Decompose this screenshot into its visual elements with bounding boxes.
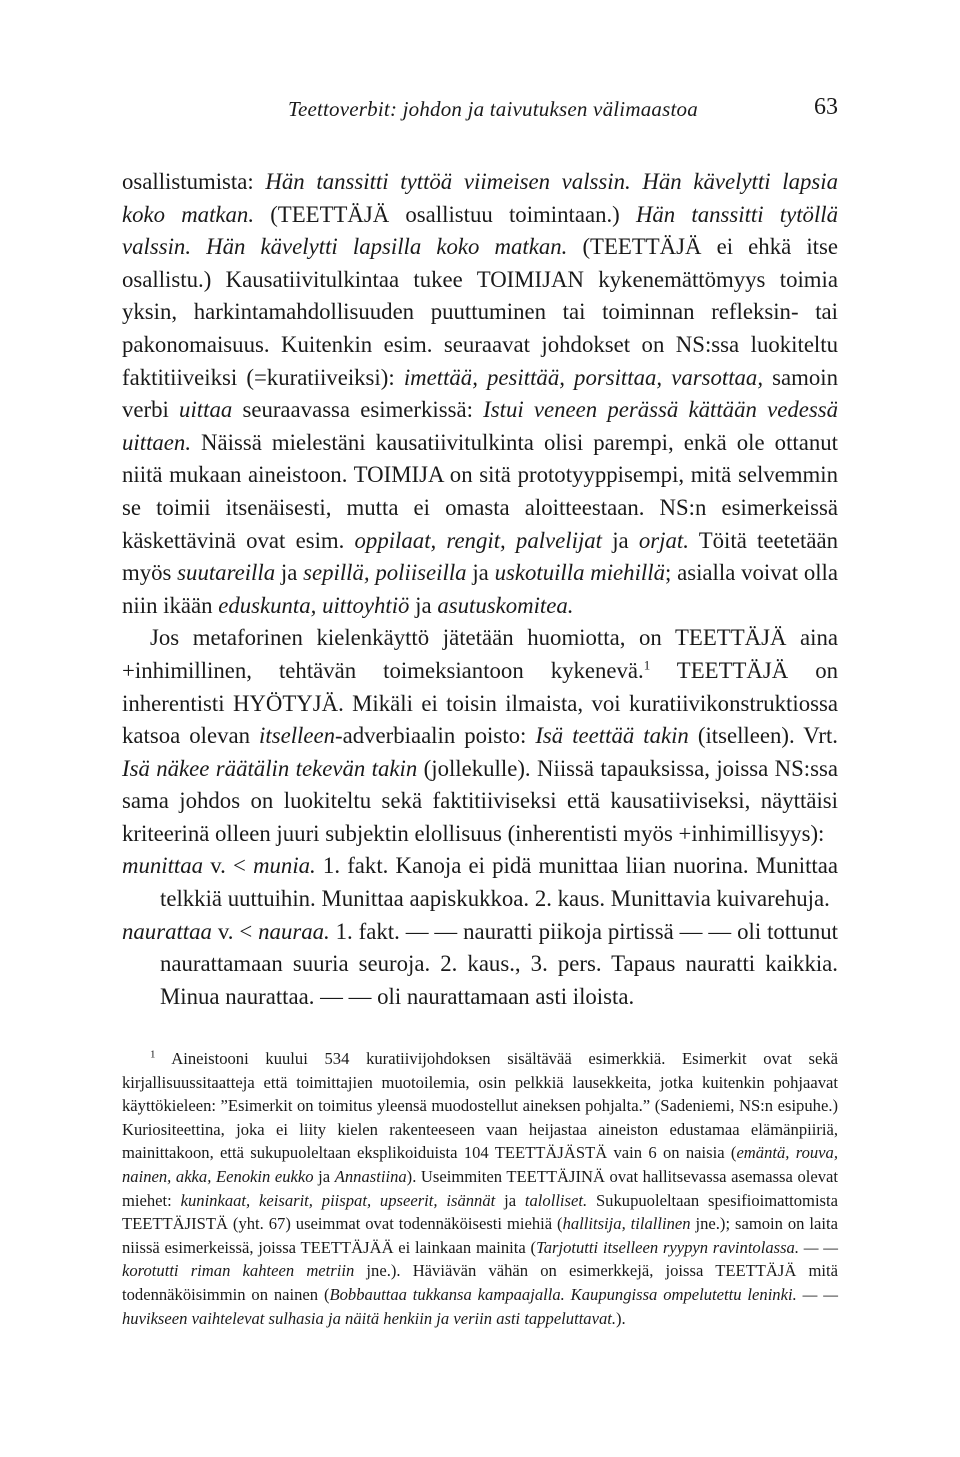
text-run: ). (616, 1308, 626, 1328)
text-run: Aineistooni kuului 534 kuratiivijohdoksen sisältävää esimerkkiä. Esimerkit ovat sekä kirjallisuussitaatteja että toimittajien muotoilemia, osin pelkkiä lausekkeita, jotka kuitenkin pohjaavat käyttökieleen: ”Esimerkit on toimitus yleensä muodostellut aineksen pohjalta.” (Sadeniemi, NS:n esipuhe.) Kuriositeettina, joka ei liity kielen rakenteeseen vaan heijastaa aineiston edustamaa elämänpiiriä, mainittakoon, että sukupuoleltaan eksplikoiduista 104 TEETTÄJÄSTÄ vain 6 on naisia ( (122, 1049, 838, 1163)
paragraph-1 (122, 166, 838, 622)
text-run: samoin verbi (122, 364, 839, 423)
entry-headword: munittaa (122, 853, 204, 879)
example-italic: Isä näkee räätälin tekevän takin (122, 755, 418, 781)
example-italic: sepillä, poliiseilla (303, 560, 467, 586)
example-italic: suutareilla (177, 560, 276, 586)
example-italic: itselleen (259, 723, 335, 749)
example-italic: Isä teettää takin (535, 723, 689, 749)
text-run: osallistumista: (122, 169, 266, 194)
text-run: ja (409, 592, 438, 618)
body-text (122, 166, 838, 1013)
text-run: ja (275, 560, 304, 586)
page-number: 63 (814, 94, 838, 120)
text-run: (TEETTÄJÄ osallistuu toimintaan.) (254, 201, 636, 227)
example-italic: Annastiina (334, 1166, 407, 1186)
text-run: TEETTÄJÄ on inherentisti HYÖTYJÄ. Mikäli ei toisin ilmaista, voi kuratiivikonstruktiossa katsoa olevan (122, 657, 838, 749)
footnote-mark: 1 (150, 1048, 156, 1061)
example-italic: Bobbauttaa tukkansa kampaajalla. Kaupungissa ompelutettu leninki. — — huvikseen vaihtelevat sulhasia ja näitä henkiin ja veriin asti tappeluttavat. (122, 1284, 838, 1328)
text-run: (itselleen). Vrt. (688, 723, 839, 749)
text-run: jne.); samoin on laita niissä esimerkeissä, joissa TEETTÄJÄÄ ei lainkaan mainita ( (122, 1214, 838, 1257)
text-run: Näissä mielestäni kausatiivitulkinta olisi parempi, enkä ole ottanut niitä mukaan aineistoon. TOIMIJA on sitä prototyyppisempi, mitä selvemmin se toimii itsenäisesti, mutta ei omasta aloitteestaan. NS:n esimerkeissä käskettävinä ovat esim. (122, 429, 838, 553)
example-italic: eduskunta, uittoyhtiö (218, 592, 410, 618)
text-run: ). Useimmiten TEETTÄJINÄ ovat hallitsevassa asemassa olevat miehet: (122, 1166, 838, 1210)
dictionary-entry-munittaa (122, 850, 838, 915)
text-run: Töitä teetetään myös (122, 527, 838, 586)
example-italic: imettää, pesittää, porsittaa, varsottaa, (403, 364, 764, 390)
example-italic: uskotuilla miehillä (494, 560, 665, 586)
dictionary-entry-naurattaa (122, 916, 838, 1014)
text-run: seuraavassa esimerkissä: (232, 397, 484, 423)
entry-headword: naurattaa (122, 918, 212, 944)
text-run: ja (466, 560, 495, 586)
example-italic: Hän tanssitti tytöllä valssin. Hän kävelytti lapsilla koko matkan. (122, 201, 839, 260)
footnote-ref[interactable]: 1 (643, 657, 651, 673)
text-run: (jollekulle). Niissä tapauksissa, joissa NS:ssa sama johdos on luokiteltu sekä faktitiiviseksi että kausatiiviseksi, näyttäisi kriteerinä olleen juuri subjektin elollisuus (inherentisti myös +inhimillisyys): (122, 755, 838, 846)
text-run: -adverbiaalin poisto: (335, 723, 536, 749)
running-head: Teettoverbit: johdon ja taivutuksen välimaastoa (288, 97, 698, 121)
entry-source: munia. (253, 853, 316, 879)
entry-source: nauraa. (258, 918, 330, 944)
text-run: Sukupuoleltaan spesifioimattomista TEETTÄJISTÄ (yht. 67) useimmat ovat todennäköisesti miehiä ( (122, 1190, 838, 1234)
text-run: ; asialla voivat olla niin ikään (122, 560, 839, 618)
text-run: ja (495, 1190, 525, 1210)
text-run: ja (313, 1166, 335, 1186)
paragraph-2 (122, 622, 838, 850)
text-run: v. < (203, 853, 254, 879)
example-italic: Istui veneen perässä kättään vedessä uittaen. (122, 397, 838, 455)
text-run: jne.). Häviävän vähän on esimerkkejä, joissa TEETTÄJÄ mitä todennäköisimmin on nainen ( (122, 1261, 838, 1304)
text-run: 1. fakt. — — nauratti piikoja pirtissä — — oli tottunut naurattamaan suuria seuroja. 2. kaus., 3. pers. Tapaus nauratti kaikkia. Minua naurattaa. — — oli naurattamaan asti iloista. (160, 918, 838, 1009)
text-run: ja (602, 527, 639, 553)
example-italic: oppilaat, rengit, palvelijat (354, 527, 603, 553)
example-italic: orjat. (638, 527, 689, 553)
footnote-1 (122, 1047, 838, 1330)
example-italic: asutuskomitea. (437, 592, 574, 618)
example-italic: kuninkaat, keisarit, piispat, upseerit, isännät (180, 1190, 496, 1210)
example-italic: talolliset. (524, 1190, 588, 1210)
example-italic: hallitsija, tilallinen (562, 1214, 691, 1234)
footnotes (122, 1047, 838, 1330)
example-italic: uittaa (179, 397, 233, 423)
text-run: Jos metaforinen kielenkäyttö jätetään huomiotta, on TEETTÄJÄ aina +inhimillinen, tehtävän toimeksiantoon kykenevä. (122, 625, 838, 683)
example-italic: emäntä, rouva, nainen, akka, Eenokin eukko (122, 1143, 838, 1186)
text-run: 1. fakt. Kanoja ei pidä munittaa liian nuorina. Munittaa telkkiä uuttuihin. Munittaa aapiskukkoa. 2. kaus. Munittavia kuivarehuja. (160, 853, 838, 912)
example-italic: Hän tanssitti tyttöä viimeisen valssin. Hän kävelytti lapsia koko matkan. (122, 169, 838, 227)
text-run: (TEETTÄJÄ ei ehkä itse osallistu.) Kausatiivitulkintaa tukee TOIMIJAN kykenemättömyys toimia yksin, harkintamahdollisuuden puuttuminen tai toiminnan refleksin- tai pakonomaisuus. Kuitenkin esim. seuraavat johdokset on NS:ssa luokiteltu faktitiiveiksi (=kuratiiveiksi): (122, 234, 838, 390)
text-run: v. < (211, 918, 259, 944)
example-italic: Tarjotutti itselleen ryypyn ravintolassa. — — korotutti riman kahteen metriin (122, 1237, 838, 1281)
